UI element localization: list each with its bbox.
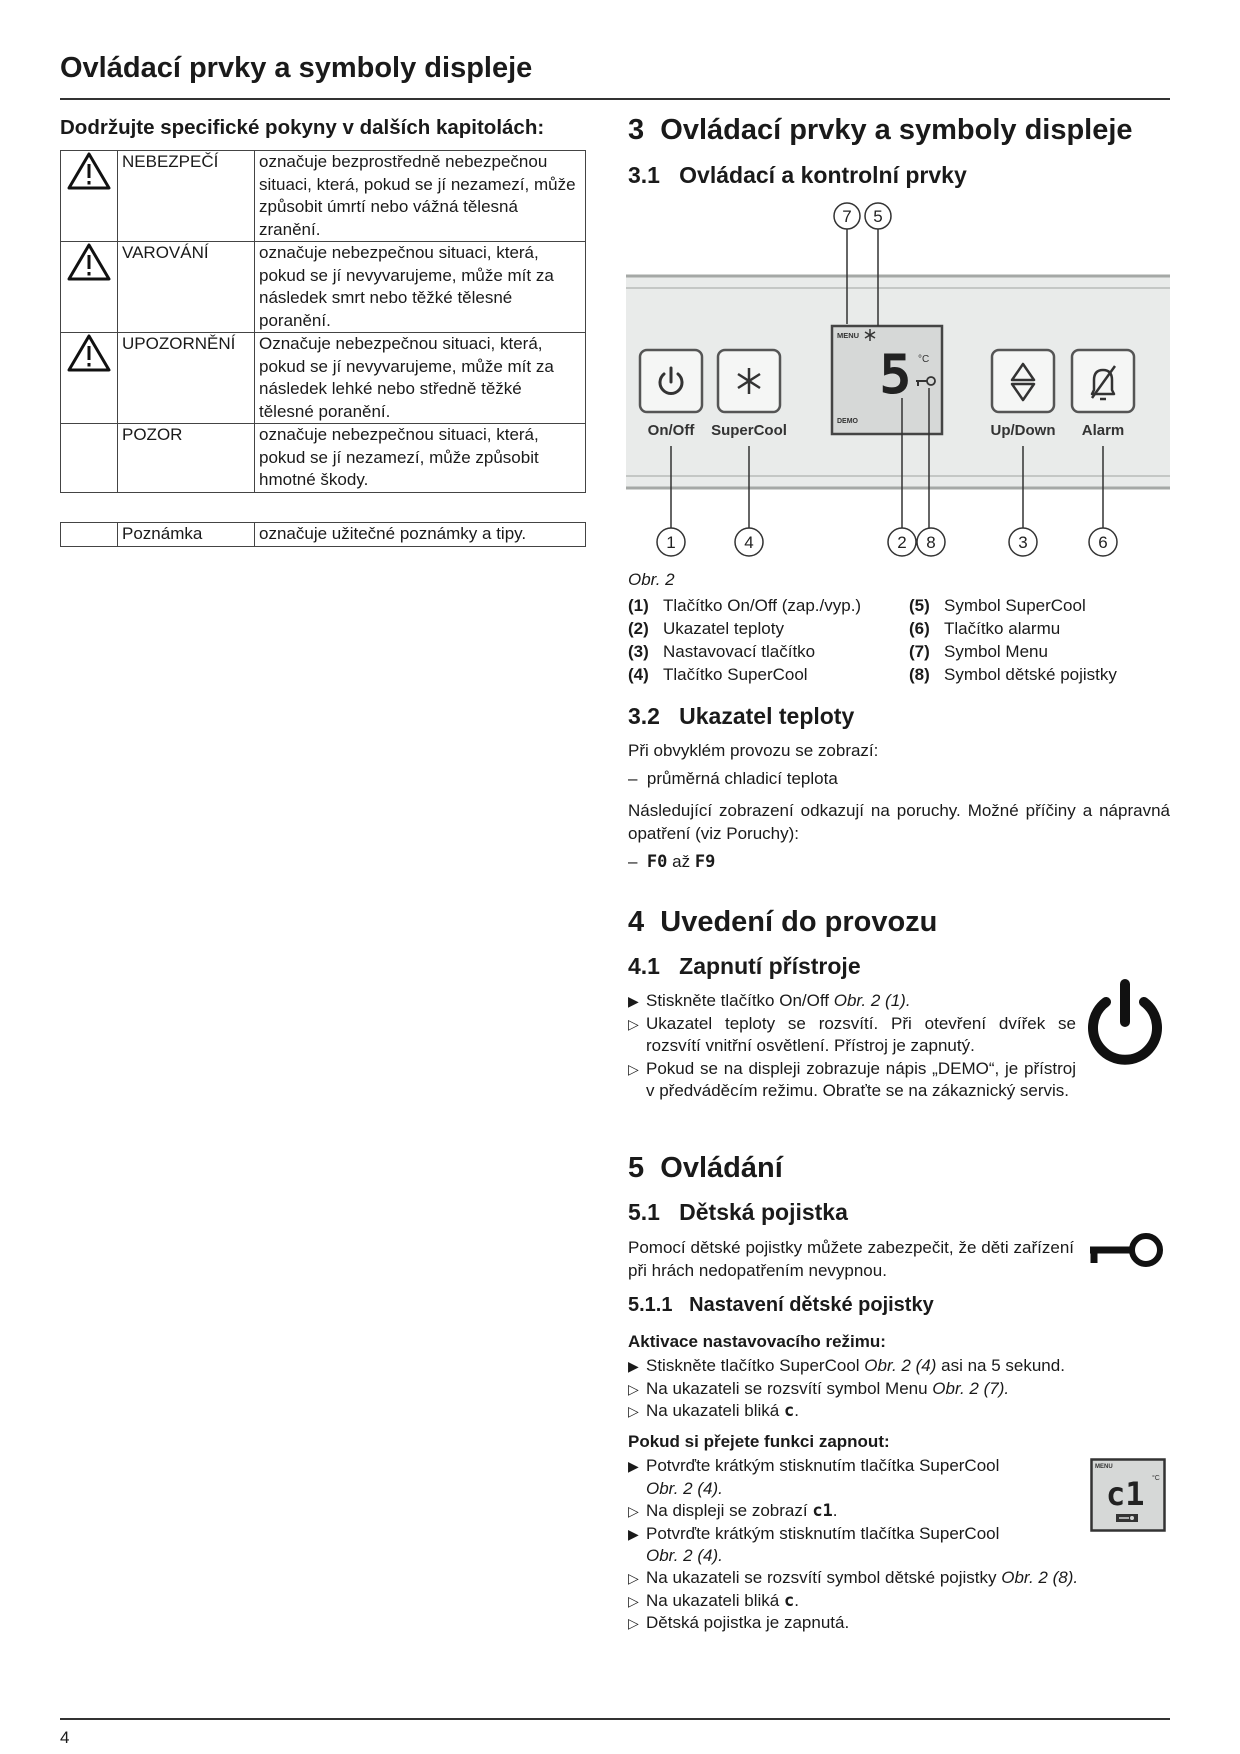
list-item: – průměrná chladicí teplota: [628, 769, 838, 788]
legend-item: (8) Symbol dětské pojistky: [909, 665, 1117, 684]
mini-menu-symbol: MENU: [1095, 1464, 1113, 1470]
child-lock-key-icon: [1086, 1230, 1168, 1276]
display-digit: 5: [879, 343, 912, 406]
note-desc: označuje užitečné poznámky a tipy.: [255, 523, 586, 547]
header-rule: [60, 98, 1170, 100]
result-step: ▷ Na displeji se zobrazí c1.: [628, 1501, 838, 1521]
mini-display-digits: c1: [1106, 1475, 1145, 1513]
alarm-label: Alarm: [1081, 422, 1125, 439]
callout-2: [888, 528, 916, 556]
result-step: ▷ Ukazatel teploty se rozsvítí. Při otevření dvířek se rozsvítí vnitřní osvětlení. Přístroj je zapnutý.: [628, 1013, 1076, 1055]
supercool-button[interactable]: [718, 350, 780, 412]
mini-display-figure: [1090, 1458, 1166, 1532]
signal-term: POZOR: [118, 424, 255, 493]
table-row: [61, 151, 586, 242]
instruction-list: [628, 990, 1076, 1103]
legend-item: (4) Tlačítko SuperCool: [628, 665, 808, 684]
table-row: [61, 523, 586, 547]
demo-symbol: DEMO: [837, 418, 858, 425]
callout-3: [1009, 528, 1037, 556]
result-step: ▷ Na ukazateli bliká c.: [628, 1590, 799, 1611]
warning-triangle-icon: [61, 151, 118, 242]
temperature-display: [832, 326, 942, 434]
result-step: ▷ Pokud se na displeji zobrazuje nápis „DEMO“, je přístroj v předváděcím režimu. Obraťte se na zákaznický servis.: [628, 1058, 1076, 1100]
callout-5: [865, 203, 891, 229]
action-step: ▶ Potvrďte krátkým stisknutím tlačítka SuperCool Obr. 2 (4).: [628, 1456, 1000, 1498]
note-term: Poznámka: [118, 523, 255, 547]
supercool-label: SuperCool: [711, 422, 787, 439]
section-number: 5: [628, 1152, 645, 1184]
section-title: Zapnutí přístroje: [679, 953, 861, 979]
legend-item: (3) Nastavovací tlačítko: [628, 642, 816, 661]
action-step: ▶ Stiskněte tlačítko SuperCool Obr. 2 (4) asi na 5 sekund.: [628, 1356, 1065, 1375]
result-step: ▷ Dětská pojistka je zapnutá.: [628, 1613, 850, 1632]
section-title: Ovládání: [660, 1152, 783, 1184]
callout-number: 1: [666, 533, 676, 552]
instruction-list: [628, 1355, 1170, 1423]
signal-desc: Označuje nebezpečnou situaci, která, pokud se jí nevyvarujeme, může mít za následek lehké nebo středně těžké tělesné poranění.: [255, 333, 586, 424]
section-title: Uvedení do provozu: [660, 906, 938, 938]
legend-item: (1) Tlačítko On/Off (zap./vyp.): [628, 596, 862, 615]
callout-7: [834, 203, 860, 229]
section-3-heading: [628, 114, 1170, 147]
signal-desc: označuje nebezpečnou situaci, která, pokud se jí nezamezí, může způsobit hmotné škody.: [255, 424, 586, 493]
signal-term: VAROVÁNÍ: [118, 242, 255, 333]
section-title: Ukazatel teploty: [679, 703, 855, 729]
action-step: ▶ Potvrďte krátkým stisknutím tlačítka SuperCool Obr. 2 (4).: [628, 1523, 1000, 1565]
section-title: Ovládací prvky a symboly displeje: [660, 114, 1133, 146]
legend-item: (6) Tlačítko alarmu: [909, 619, 1061, 638]
onoff-button[interactable]: [640, 350, 702, 412]
callout-number: 4: [744, 533, 754, 552]
warning-triangle-icon: [61, 242, 118, 333]
menu-symbol: MENU: [837, 331, 860, 340]
figure-caption: Obr. 2: [628, 570, 675, 589]
callout-number: 2: [897, 533, 907, 552]
paragraph: Následující zobrazení odkazují na poruchy. Možné příčiny a nápravná opatření (viz Poruchy):: [628, 801, 1170, 843]
callout-1: [657, 528, 685, 556]
callout-number: 3: [1018, 533, 1028, 552]
section-number: 3.1: [628, 162, 660, 188]
empty-icon-cell: [61, 424, 118, 493]
instruction-list: [628, 1567, 1170, 1635]
section-title: Nastavení dětské pojistky: [689, 1294, 934, 1316]
section-title: Ovládací a kontrolní prvky: [679, 162, 967, 188]
table-row: [61, 242, 586, 333]
result-step: ▷ Na ukazateli bliká c.: [628, 1401, 799, 1421]
section-number: 4.1: [628, 953, 660, 979]
onoff-label: On/Off: [647, 422, 695, 439]
paragraph: Při obvyklém provozu se zobrazí:: [628, 741, 879, 760]
display-unit: °C: [918, 354, 930, 365]
paragraph: Pomocí dětské pojistky můžete zabezpečit, že děti zařízení při hrách nedopatřením nevypnou.: [628, 1238, 1074, 1280]
section-number: 5.1.1: [628, 1294, 673, 1316]
section-3-2-heading: [628, 703, 1170, 730]
result-step: ▷ Na ukazateli se rozsvítí symbol Menu Obr. 2 (7).: [628, 1378, 1010, 1398]
section-3-1-heading: [628, 162, 1170, 189]
callout-number: 8: [926, 533, 936, 552]
empty-icon-cell: [61, 523, 118, 547]
callout-6: [1089, 528, 1117, 556]
section-5-heading: [628, 1152, 1170, 1185]
signal-words-heading: Dodržujte specifické pokyny v dalších kapitolách:: [60, 116, 545, 139]
power-icon: [1084, 976, 1166, 1068]
page-number: 4: [60, 1728, 70, 1747]
section-4-heading: [628, 906, 1170, 939]
signal-desc: označuje bezprostředně nebezpečnou situaci, která, pokud se jí nezamezí, může způsobit úmrtí nebo vážná tělesná zranění.: [255, 151, 586, 242]
table-row: [61, 333, 586, 424]
legend-item: (7) Symbol Menu: [909, 642, 1048, 661]
list-item: – F0 až F9: [628, 852, 716, 872]
section-title: Dětská pojistka: [679, 1199, 848, 1225]
mini-display-unit: °C: [1152, 1475, 1160, 1482]
subheading: Aktivace nastavovacího režimu:: [628, 1332, 886, 1351]
subheading: Pokud si přejete funkci zapnout:: [628, 1432, 890, 1451]
control-panel-figure: [626, 196, 1170, 568]
page-header-title: Ovládací prvky a symboly displeje: [60, 52, 533, 84]
section-number: 4: [628, 906, 645, 938]
action-step: ▶ Stiskněte tlačítko On/Off Obr. 2 (1).: [628, 991, 911, 1010]
legend-item: (5) Symbol SuperCool: [909, 596, 1086, 615]
section-number: 3: [628, 114, 645, 146]
mini-child-lock-icon: [1116, 1514, 1138, 1522]
callout-4: [735, 528, 763, 556]
signal-term: UPOZORNĚNÍ: [118, 333, 255, 424]
warning-triangle-icon: [61, 333, 118, 424]
updown-button[interactable]: [992, 350, 1054, 412]
legend-item: (2) Ukazatel teploty: [628, 619, 784, 638]
alarm-button[interactable]: [1072, 350, 1134, 412]
signal-words-table: [60, 150, 586, 493]
section-number: 5.1: [628, 1199, 660, 1225]
updown-label: Up/Down: [990, 422, 1056, 439]
callout-8: [917, 528, 945, 556]
signal-desc: označuje nebezpečnou situaci, která, pokud se jí nevyvarujeme, může mít za následek smrt nebo těžké tělesné poranění.: [255, 242, 586, 333]
result-step: ▷ Na ukazateli se rozsvítí symbol dětské pojistky Obr. 2 (8).: [628, 1568, 1079, 1587]
section-5-1-1-heading: [628, 1294, 1170, 1317]
note-table: [60, 522, 586, 547]
section-number: 3.2: [628, 703, 660, 729]
signal-term: NEBEZPEČÍ: [118, 151, 255, 242]
callout-number: 5: [873, 207, 883, 226]
callout-number: 6: [1098, 533, 1108, 552]
table-row: [61, 424, 586, 493]
callout-number: 7: [842, 207, 852, 226]
instruction-list: [628, 1455, 1080, 1568]
footer-rule: [60, 1718, 1170, 1720]
section-5-1-heading: [628, 1199, 1170, 1226]
